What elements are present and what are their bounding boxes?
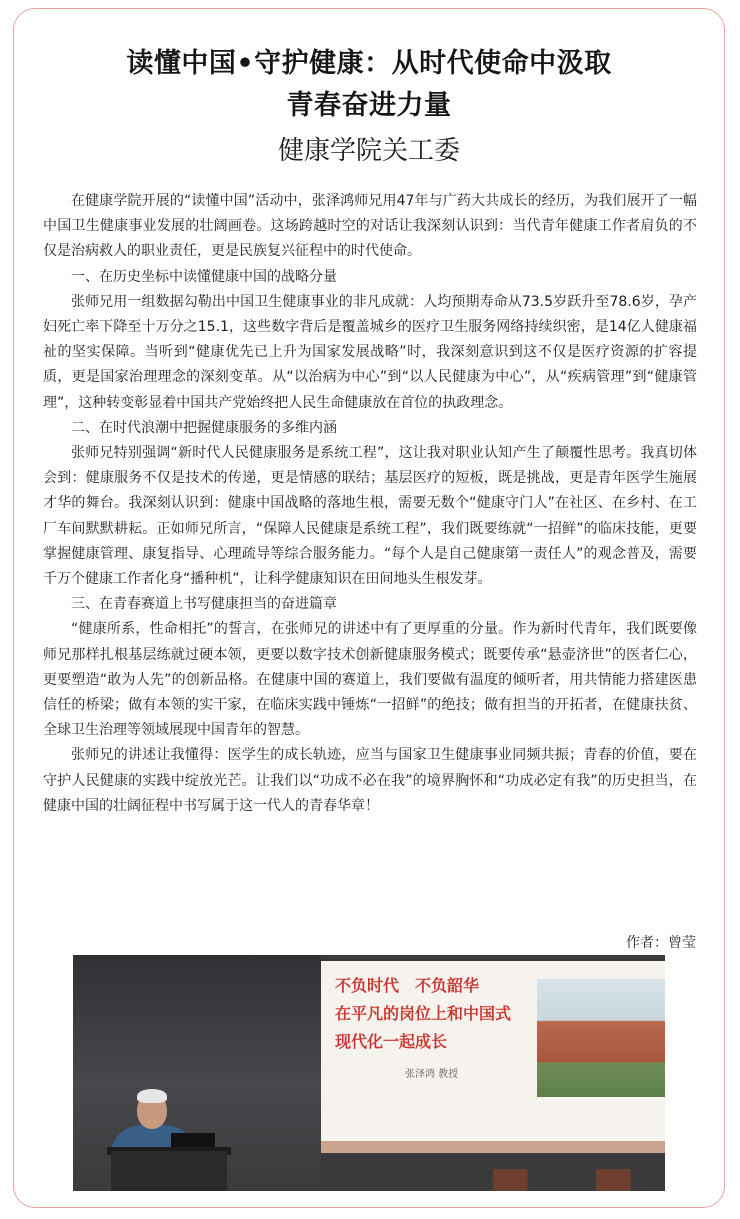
slide-line-2: 在平凡的岗位上和中国式 [335,1004,512,1023]
section-heading-3: 三、在青春赛道上书写健康担当的奋进篇章 [71,596,337,613]
slide-campus-image [537,979,665,1097]
podium [111,1151,227,1191]
title-line-1: 读懂中国•守护健康：从时代使命中汲取 [126,48,612,79]
article-title [14,43,724,127]
lecture-photo [73,955,665,1191]
paragraph-conclusion: 张师兄的讲述让我懂得：医学生的成长轨迹，应当与国家卫生健康事业同频共振；青春的价值，要在守护人民健康的实践中绽放光芒。让我们以“功成不必在我”的境界胸怀和“功成必定有我”的历史担当，在健康中国的壮阔征程中书写属于这一代人的青春华章！ [43,747,697,814]
audience-chairs [493,1169,665,1191]
paragraph-section-2: 张师兄特别强调“新时代人民健康服务是系统工程”，这让我对职业认知产生了颠覆性思考。我真切体会到：健康服务不仅是技术的传递，更是情感的联结；基层医疗的短板，既是挑战，更是青年医学生施展才华的舞台。我深刻认识到：健康中国战略的落地生根，需要无数个“健康守门人”在社区、在乡村、在工厂车间默默耕耘。正如师兄所言，“保障人民健康是系统工程”，我们既要练就“一招鲜”的临床技能，更要掌握健康管理、康复指导、心理疏导等综合服务能力。“每个人是自己健康第一责任人”的观念普及，需要千万个健康工作者化身“播种机”，让科学健康知识在田间地头生根发芽。 [43,445,697,588]
slide-footer-band [321,1141,665,1153]
section-heading-2: 二、在时代浪潮中把握健康服务的多维内涵 [71,419,337,436]
projected-slide [321,961,665,1141]
slide-line-3: 现代化一起成长 [335,1032,448,1051]
paragraph-section-3: “健康所系，性命相托”的誓言，在张师兄的讲述中有了更厚重的分量。作为新时代青年，我们既要像师兄那样扎根基层练就过硬本领，更要以数字技术创新健康服务模式；既要传承“悬壶济世”的医者仁心，更要塑造“敢为人先”的创新品格。在健康中国的赛道上，我们要做有温度的倾听者，用共情能力搭建医患信任的桥梁；做有本领的实干家，在临床实践中锤炼“一招鲜”的绝技；做有担当的开拓者，在健康扶贫、全球卫生治理等领域展现中国青年的智慧。 [43,621,697,739]
speaker-hair [137,1089,167,1103]
slide-speaker-name: 张泽鸿 教授 [405,1069,459,1080]
article-body [43,189,697,819]
article-subtitle: 健康学院关工委 [277,136,460,166]
paragraph-intro: 在健康学院开展的“读懂中国”活动中，张泽鸿师兄用47年与广药大共成长的经历，为我们展开了一幅中国卫生健康事业发展的壮阔画卷。这场跨越时空的对话让我深刻认识到：当代青年健康工作者肩负的不仅是治病救人的职业责任，更是民族复兴征程中的时代使命。 [43,193,697,260]
author-credit: 作者：曾莹 [626,935,696,951]
article-card [13,8,725,1208]
paragraph-section-1: 张师兄用一组数据勾勒出中国卫生健康事业的非凡成就：人均预期寿命从73.5岁跃升至78.6岁，孕产妇死亡率下降至十万分之15.1，这些数字背后是覆盖城乡的医疗卫生服务网络持续织密，是14亿人健康福祉的坚实保障。当听到“健康优先已上升为国家发展战略”时，我深刻意识到这不仅是医疗资源的扩容提质，更是国家治理理念的深刻变革。从“以治病为中心”到“以人民健康为中心”，从“疾病管理”到“健康管理”，这种转变彰显着中国共产党始终把人民生命健康放在首位的执政理念。 [43,293,697,411]
title-line-2: 青春奋进力量 [286,90,452,121]
slide-line-1: 不负时代 不负韶华 [335,976,480,995]
section-heading-1: 一、在历史坐标中读懂健康中国的战略分量 [71,268,337,285]
